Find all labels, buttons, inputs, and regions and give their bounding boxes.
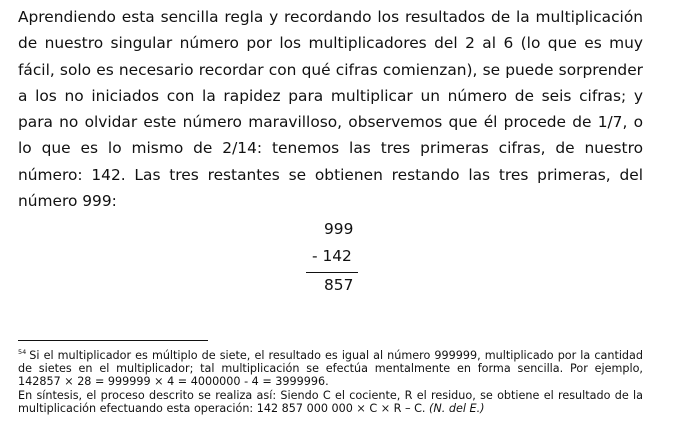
footnotes-block xyxy=(18,349,643,415)
subtrahend: - 142 xyxy=(312,247,352,265)
footnote-1 xyxy=(18,349,643,389)
footnote-1-text: Si el multiplicador es múltiplo de siete, el resultado es igual al número 999999, multiplicado por la cantidad de sietes en el multiplicador; tal multiplicación se efectúa mentalmente en forma sencilla. Por ejemplo, 142857 × 28 = 999999 × 4 = 4000000 - 4 = 3999996. xyxy=(18,349,643,389)
editor-note: (N. del E.) xyxy=(429,401,485,415)
footnote-2-text: En síntesis, el proceso descrito se realiza así: Siendo C el cociente, R el residuo, se obtiene el resultado de la multiplicación efectuando esta operación: 142 857 000 000 × C × R – C. xyxy=(18,388,643,415)
subtraction-result: 857 xyxy=(324,276,354,294)
footnote-2 xyxy=(18,389,643,415)
main-paragraph: Aprendiendo esta sencilla regla y recordando los resultados de la multiplicación de nuestro singular número por los multiplicadores del 2 al 6 (lo que es muy fácil, solo es necesario recordar con qué cifras comienzan), se puede sorprender a los no iniciados con la rapidez para multiplicar un número de seis cifras; y para no olvidar este número maravilloso, observemos que él procede de 1/7, o lo que es lo mismo de 2/14: tenemos las tres primeras cifras, de nuestro número: 142. Las tres restantes se obtienen restando las tres primeras, del número 999: xyxy=(18,8,643,211)
subtraction-rule xyxy=(306,272,358,273)
footnote-marker: 54 xyxy=(18,348,27,357)
minuend: 999 xyxy=(324,220,354,238)
footnote-separator xyxy=(18,340,208,341)
